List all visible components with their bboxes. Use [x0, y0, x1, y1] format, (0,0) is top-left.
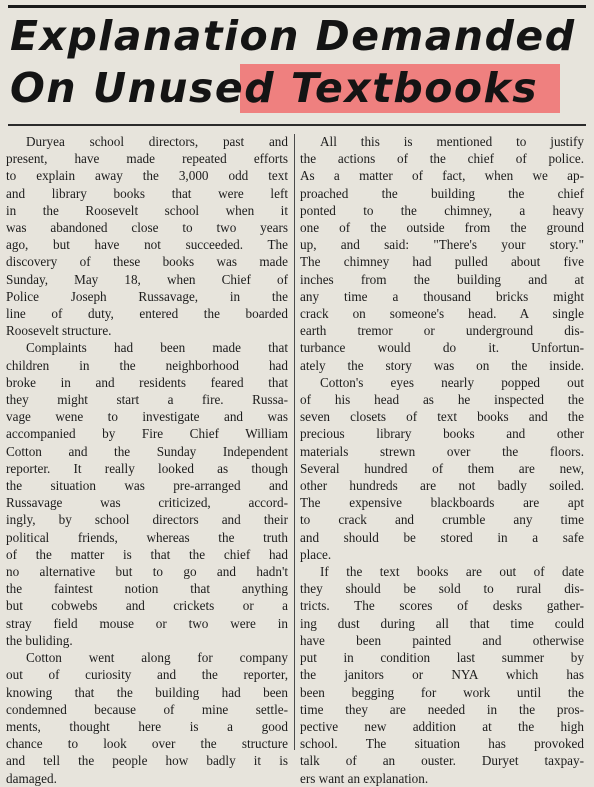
headline-line-2: On Unused Textbooks: [10, 64, 539, 112]
article-line: condemned because of mine settle-: [6, 701, 288, 717]
article-line: school. The situation has provoked: [300, 736, 584, 752]
article-line: political friends, whereas the truth: [6, 529, 288, 545]
article-line: any time a thousand bricks might: [300, 288, 584, 304]
article-line: Cotton went along for company: [26, 650, 288, 666]
article-line: the buliding.: [6, 632, 73, 648]
article-column-right: [300, 133, 584, 787]
article-line: Complaints had been made that: [26, 340, 288, 356]
article-line: ago, but have not succeeded. The: [6, 237, 288, 253]
article-line: chance to look over the structure: [6, 736, 288, 752]
article-column-left: [6, 133, 288, 787]
article-line: talk of an ouster. Duryet taxpay-: [300, 753, 584, 769]
headline-rule: [8, 124, 586, 126]
article-line: and library books that were left: [6, 185, 288, 201]
article-line: reporter. It really looked as though: [6, 460, 288, 476]
article-line: precious library books and other: [300, 426, 584, 442]
article-line: and tell the people how badly it is: [6, 753, 288, 769]
article-line: crack on someone's head. A single: [300, 306, 584, 322]
article-line: ingly, by school directors and their: [6, 512, 288, 528]
article-line: one of the outside from the ground: [300, 220, 584, 236]
article-line: other hundreds are not badly soiled.: [300, 478, 584, 494]
article-line: of the matter is that the chief had: [6, 546, 288, 562]
article-line: discovery of these books was made: [6, 254, 288, 270]
article-line: children in the neighborhood had: [6, 357, 288, 373]
article-line: broke in and residents feared that: [6, 374, 288, 390]
article-line: earth tremor or underground dis-: [300, 323, 584, 339]
article-line: Duryea school directors, past and: [26, 134, 288, 149]
article-line: ing dust during all that time could: [300, 615, 584, 631]
article-line: ments, thought here is a good: [6, 718, 288, 734]
article-line: Cotton and the Sunday Independent: [6, 443, 288, 459]
article-line: they should be sold to rural dis-: [300, 581, 584, 597]
article-line: out of curiosity and the reporter,: [6, 667, 288, 683]
article-line: ers want an explanation.: [300, 770, 429, 786]
article-line: Sunday, May 18, when Chief of: [6, 271, 288, 287]
article-line: time they are needed in the pros-: [300, 701, 584, 717]
article-line: but cobwebs and crickets or a: [6, 598, 288, 614]
article-line: proached the building the chief: [300, 185, 584, 201]
article-line: seven closets of text books and the: [300, 409, 584, 425]
article-line: tricts. The scores of desks gather-: [300, 598, 584, 614]
article-line: The expensive blackboards are apt: [300, 495, 584, 511]
top-rule: [8, 5, 586, 8]
article-line: Russavage was criticized, accord-: [6, 495, 288, 511]
article-line: pective new addition at the high: [300, 718, 584, 734]
article-line: the faintest notion that anything: [6, 581, 288, 597]
article-line: of his head as he inspected the: [300, 392, 584, 408]
article-line: vage wene to investigate and was: [6, 409, 288, 425]
article-line: stray field mouse or two were in: [6, 615, 288, 631]
article-line: Police Joseph Russavage, in the: [6, 288, 288, 304]
article-line: line of duty, entered the boarded: [6, 306, 288, 322]
article-line: materials strewn over the floors.: [300, 443, 584, 459]
article-line: the situation was pre-arranged and: [6, 478, 288, 494]
article-line: ponted to the chimney, a heavy: [300, 202, 584, 218]
article-line: Several hundred of them are new,: [300, 460, 584, 476]
article-line: the janitors or NYA which has: [300, 667, 584, 683]
article-line: Roosevelt structure.: [6, 323, 112, 339]
article-line: If the text books are out of date: [320, 564, 584, 580]
article-line: up, and said: "There's your story.": [300, 237, 584, 253]
column-divider: [294, 134, 295, 750]
article-line: and should be stored in a safe: [300, 529, 584, 545]
article-line: the actions of the chief of police.: [300, 151, 584, 167]
article-line: knowing that the building had been: [6, 684, 288, 700]
article-line: they might start a fire. Russa-: [6, 392, 288, 408]
article-line: in the Roosevelt school when it: [6, 202, 288, 218]
article-line: been begging for work until the: [300, 684, 584, 700]
article-line: place.: [300, 546, 332, 562]
article-line: accompanied by Fire Chief William: [6, 426, 288, 442]
article-line: As a matter of fact, when we ap-: [300, 168, 584, 184]
headline: [10, 10, 590, 114]
article-line: have been painted and otherwise: [300, 632, 584, 648]
article-line: was abandoned close to two years: [6, 220, 288, 236]
article-line: damaged.: [6, 770, 57, 786]
article-line: no alternative but to go and hadn't: [6, 564, 288, 580]
article-line: inches from the building and at: [300, 271, 584, 287]
article-line: The chimney had pulled about five: [300, 254, 584, 270]
article-line: All this is mentioned to justify: [320, 134, 584, 149]
article-line: Cotton's eyes nearly popped out: [320, 374, 584, 390]
article-line: to explain away the 3,000 odd text: [6, 168, 288, 184]
headline-line-1: Explanation Demanded: [10, 12, 576, 60]
article-line: to crack and crumble any time: [300, 512, 584, 528]
article-line: put in condition last summer by: [300, 650, 584, 666]
article-line: ately the story was on the inside.: [300, 357, 584, 373]
article-line: turbance would do it. Unfortun-: [300, 340, 584, 356]
article-line: present, have made repeated efforts: [6, 151, 288, 167]
